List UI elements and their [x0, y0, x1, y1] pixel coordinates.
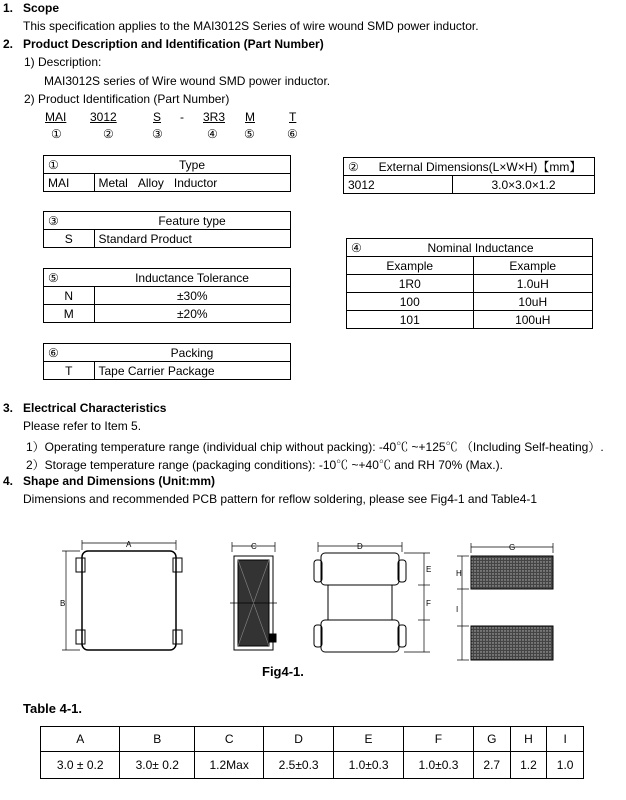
type-table-number: ① [44, 156, 95, 174]
tolerance-code: M [44, 305, 95, 323]
label-d: D [357, 542, 363, 551]
part-t: T [289, 110, 297, 124]
label-g: G [509, 543, 516, 552]
pcb-pattern [457, 543, 553, 660]
label-e: E [426, 565, 432, 574]
table-41-header: B [120, 727, 195, 752]
table-41-value: 2.5±0.3 [264, 752, 334, 779]
label-c: C [251, 542, 257, 551]
dimension-code: 3012 [344, 176, 453, 194]
dimension-table-number: ② [344, 158, 367, 176]
inductance-value: 10uH [473, 293, 592, 311]
circle-2: ② [103, 127, 114, 141]
section-1-text: This specification applies to the MAI3012S Series of wire wound SMD power inductor. [23, 19, 479, 33]
table-41-header: A [41, 727, 120, 752]
table-41-header: F [404, 727, 474, 752]
table-41-value: 2.7 [473, 752, 510, 779]
section-4-text: Dimensions and recommended PCB pattern for reflow soldering, please see Fig4-1 and Table4-1 [23, 492, 538, 506]
inductance-col1-header: Example [347, 257, 474, 275]
table-41 [40, 726, 584, 779]
section-3-number: 3. [3, 401, 14, 415]
feature-table-number: ③ [44, 212, 95, 230]
table-41-header: C [195, 727, 264, 752]
circle-5: ⑤ [244, 127, 255, 141]
packing-table-number: ⑥ [44, 344, 95, 362]
inductance-code: 1R0 [347, 275, 474, 293]
packing-code: T [44, 362, 95, 380]
tolerance-value: ±30% [94, 287, 291, 305]
circle-4: ④ [207, 127, 218, 141]
part-3012: 3012 [90, 110, 117, 124]
table-41-value: 3.0± 0.2 [120, 752, 195, 779]
inductance-value: 100uH [473, 311, 592, 329]
table-41-header: D [264, 727, 334, 752]
table-41-value: 1.0 [547, 752, 584, 779]
section-3-text: Please refer to Item 5. [23, 419, 142, 433]
table-41-header: I [547, 727, 584, 752]
tolerance-table-number: ⑤ [44, 269, 95, 287]
section-4-title: Shape and Dimensions (Unit:mm) [23, 474, 216, 488]
tolerance-code: N [44, 287, 95, 305]
part-3r3: 3R3 [203, 110, 226, 124]
top-view [62, 540, 182, 650]
section-1-number: 1. [3, 1, 14, 15]
table-41-value: 1.0±0.3 [404, 752, 474, 779]
table-41-value: 1.2Max [195, 752, 264, 779]
feature-value: Standard Product [94, 230, 291, 248]
table-41-value: 1.2 [510, 752, 547, 779]
label-b: B [60, 599, 66, 608]
section-3-title: Electrical Characteristics [23, 401, 167, 415]
section-1-title: Scope [23, 1, 60, 15]
packing-table-header: Packing [94, 344, 291, 362]
part-mai: MAI [45, 110, 67, 124]
section-4-number: 4. [3, 474, 14, 488]
circle-3: ③ [152, 127, 163, 141]
type-table-header: Type [94, 156, 291, 174]
type-word-inductor: Inductor [173, 175, 218, 190]
product-id-label: 2) Product Identification (Part Number) [24, 92, 230, 106]
inductance-code: 101 [347, 311, 474, 329]
table-41-header: E [334, 727, 404, 752]
packing-value: Tape Carrier Package [94, 362, 291, 380]
tolerance-table-header: Inductance Tolerance [94, 269, 291, 287]
side-view [230, 542, 277, 650]
description-label: 1) Description: [24, 55, 102, 69]
label-f: F [426, 599, 431, 608]
feature-code: S [44, 230, 95, 248]
type-code: MAI [44, 174, 95, 192]
table-41-title: Table 4-1. [23, 701, 83, 716]
storage-temperature: 2）Storage temperature range (packaging conditions): -10℃ ~+40℃ and RH 70% (Max.). [26, 458, 503, 472]
section-2-title: Product Description and Identification (Part Number) [23, 37, 324, 51]
label-i: I [456, 605, 459, 614]
type-word-metal: Metal [98, 175, 128, 190]
section-2-number: 2. [3, 37, 14, 51]
feature-table-header: Feature type [94, 212, 291, 230]
table-41-value: 3.0 ± 0.2 [41, 752, 120, 779]
front-view [314, 542, 430, 652]
circle-1: ① [51, 127, 62, 141]
table-41-value: 1.0±0.3 [334, 752, 404, 779]
circle-6: ⑥ [287, 127, 298, 141]
label-a: A [126, 540, 132, 549]
dimension-table-header: External Dimensions(L×W×H)【mm】 [366, 158, 595, 176]
figure-caption: Fig4-1. [262, 664, 304, 679]
inductance-col2-header: Example [473, 257, 592, 275]
dimension-value: 3.0×3.0×1.2 [452, 176, 594, 194]
description-text: MAI3012S series of Wire wound SMD power inductor. [44, 74, 331, 88]
tolerance-value: ±20% [94, 305, 291, 323]
part-s: S [153, 110, 162, 124]
part-dash: - [180, 110, 184, 124]
inductance-table-header: Nominal Inductance [369, 239, 593, 257]
table-41-header: G [473, 727, 510, 752]
label-h: H [456, 569, 462, 578]
table-row [41, 752, 584, 779]
part-m: M [245, 110, 255, 124]
table-41-header: H [510, 727, 547, 752]
type-word-alloy: Alloy [137, 175, 164, 190]
inductance-value: 1.0uH [473, 275, 592, 293]
inductance-table-number: ④ [347, 239, 370, 257]
inductance-code: 100 [347, 293, 474, 311]
operating-temperature: 1）Operating temperature range (individual chip without packing): -40℃ ~+125℃ （Including Self-heating）. [26, 440, 604, 454]
